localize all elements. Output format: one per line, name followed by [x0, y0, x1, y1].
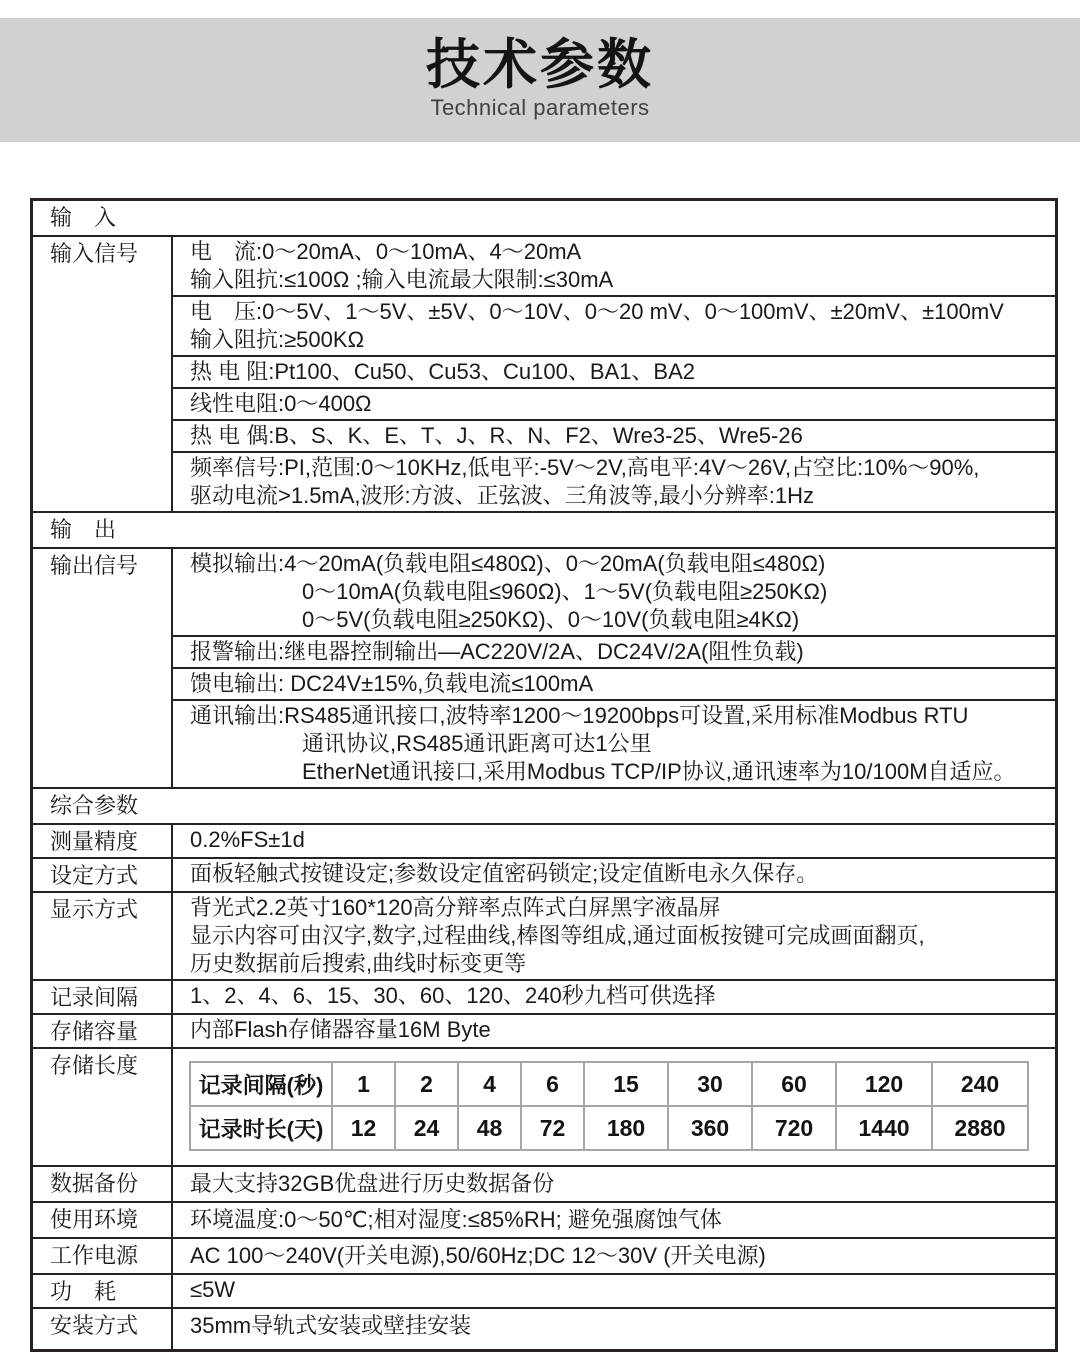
spec-line: 电 流:0～20mA、0～10mA、4～20mA [190, 239, 582, 264]
row-label-setting-method: 设定方式 [33, 859, 173, 891]
storage-cell: 4 [458, 1062, 521, 1106]
spec-line: 环境温度:0～50℃;相对湿度:≤85%RH; 避免强腐蚀气体 [190, 1207, 722, 1232]
row-output-signal [33, 547, 1055, 787]
spec-item-data-backup [173, 1167, 1055, 1201]
spec-item-alarm-output [173, 635, 1055, 667]
spec-item-feed-output [173, 667, 1055, 699]
spec-line: 模拟输出:4～20mA(负载电阻≤480Ω)、0～20mA(负载电阻≤480Ω) [190, 551, 826, 576]
spec-line: 驱动电流>1.5mA,波形:方波、正弦波、三角波等,最小分辨率:1Hz [190, 483, 815, 508]
storage-cell: 2880 [932, 1106, 1028, 1150]
row-setting-method [33, 857, 1055, 891]
spec-line: 输入阻抗:≥500KΩ [190, 327, 365, 352]
table-row-interval [190, 1062, 1028, 1106]
section-row-input [33, 201, 1055, 235]
spec-line: AC 100～240V(开关电源),50/60Hz;DC 12～30V (开关电源) [190, 1243, 766, 1268]
row-data-backup [33, 1165, 1055, 1201]
row-label-display-method: 显示方式 [33, 893, 173, 979]
spec-line: 电 压:0～5V、1～5V、±5V、0～10V、0～20 mV、0～100mV、±20mV、±100mV [190, 299, 1004, 324]
storage-cell: 1 [332, 1062, 395, 1106]
spec-item-accuracy [173, 825, 1055, 855]
storage-length-table [189, 1061, 1029, 1151]
spec-line: 馈电输出: DC24V±15%,负载电流≤100mA [190, 671, 594, 696]
spec-line: 最大支持32GB优盘进行历史数据备份 [190, 1171, 555, 1196]
spec-line: 线性电阻:0～400Ω [190, 391, 372, 416]
spec-line: 0～10mA(负载电阻≤960Ω)、1～5V(负载电阻≥250KΩ) [302, 579, 828, 604]
table-row-duration [190, 1106, 1028, 1150]
spec-item-voltage [173, 295, 1055, 355]
row-storage-length [33, 1047, 1055, 1165]
spec-item-storage-capacity [173, 1015, 1055, 1045]
row-input-signal [33, 235, 1055, 511]
section-label-output: 输 出 [50, 517, 117, 542]
row-accuracy [33, 823, 1055, 857]
section-label-general: 综合参数 [50, 793, 139, 818]
storage-cell: 30 [668, 1062, 752, 1106]
row-power-supply [33, 1237, 1055, 1273]
row-display-method [33, 891, 1055, 979]
row-environment [33, 1201, 1055, 1237]
spec-line: 通讯协议,RS485通讯距离可达1公里 [302, 731, 652, 756]
row-record-interval [33, 979, 1055, 1013]
spec-item-current [173, 237, 1055, 295]
storage-cell: 120 [836, 1062, 932, 1106]
spec-item-environment [173, 1203, 1055, 1237]
spec-item-linear-resistance [173, 387, 1055, 419]
spec-line: 显示内容可由汉字,数字,过程曲线,棒图等组成,通过面板按键可完成画面翻页, [190, 923, 925, 948]
spec-line: 报警输出:继电器控制输出—AC220V/2A、DC24V/2A(阻性负载) [190, 639, 804, 664]
header-band [0, 18, 1080, 142]
spec-line: 热 电 偶:B、S、K、E、T、J、R、N、F2、Wre3-25、Wre5-26 [190, 423, 803, 448]
row-label-installation: 安装方式 [33, 1309, 173, 1349]
row-label-power-consumption: 功 耗 [33, 1275, 173, 1307]
storage-cell: 2 [395, 1062, 458, 1106]
spec-line: 内部Flash存储器容量16M Byte [190, 1017, 491, 1042]
spec-line: 频率信号:PI,范围:0～10KHz,低电平:-5V～2V,高电平:4V～26V,占空比:10%～90%, [190, 455, 980, 480]
spec-item-rtd [173, 355, 1055, 387]
row-power-consumption [33, 1273, 1055, 1307]
input-signal-content [173, 237, 1055, 511]
storage-cell: 240 [932, 1062, 1028, 1106]
spec-line: 历史数据前后搜索,曲线时标变更等 [190, 951, 527, 976]
storage-cell: 24 [395, 1106, 458, 1150]
row-label-input-signal: 输入信号 [33, 237, 173, 511]
storage-row-header: 记录时长(天) [190, 1106, 332, 1150]
row-label-storage-capacity: 存储容量 [33, 1015, 173, 1047]
spec-item-record-interval [173, 981, 1055, 1011]
spec-line: 1、2、4、6、15、30、60、120、240秒九档可供选择 [190, 983, 716, 1008]
spec-item-frequency [173, 451, 1055, 511]
row-label-record-interval: 记录间隔 [33, 981, 173, 1013]
spec-line: 输入阻抗:≤100Ω ;输入电流最大限制:≤30mA [190, 267, 614, 292]
spec-line: 面板轻触式按键设定;参数设定值密码锁定;设定值断电永久保存。 [190, 861, 819, 886]
spec-item-thermocouple [173, 419, 1055, 451]
section-row-output [33, 511, 1055, 547]
storage-cell: 360 [668, 1106, 752, 1150]
spec-item-installation [173, 1309, 1055, 1349]
output-signal-content [173, 549, 1055, 787]
spec-line: 35mm导轨式安装或壁挂安装 [190, 1313, 472, 1338]
row-label-output-signal: 输出信号 [33, 549, 173, 787]
page-subtitle: Technical parameters [430, 95, 650, 120]
spec-line: 热 电 阻:Pt100、Cu50、Cu53、Cu100、BA1、BA2 [190, 359, 696, 384]
spec-item-analog-output [173, 549, 1055, 635]
row-storage-capacity [33, 1013, 1055, 1047]
row-label-environment: 使用环境 [33, 1203, 173, 1237]
storage-cell: 6 [521, 1062, 584, 1106]
spec-item-setting-method [173, 859, 1055, 889]
spec-line: 通讯输出:RS485通讯接口,波特率1200～19200bps可设置,采用标准Modbus RTU [190, 703, 969, 728]
spec-line: 0.2%FS±1d [190, 827, 305, 852]
row-installation [33, 1307, 1055, 1349]
storage-cell: 72 [521, 1106, 584, 1150]
row-label-data-backup: 数据备份 [33, 1167, 173, 1201]
storage-cell: 12 [332, 1106, 395, 1150]
storage-cell: 180 [584, 1106, 668, 1150]
storage-cell: 720 [752, 1106, 836, 1150]
storage-cell: 48 [458, 1106, 521, 1150]
storage-cell: 15 [584, 1062, 668, 1106]
storage-row-header: 记录间隔(秒) [190, 1062, 332, 1106]
row-label-power-supply: 工作电源 [33, 1239, 173, 1273]
spec-line: 0～5V(负载电阻≥250KΩ)、0～10V(负载电阻≥4KΩ) [302, 607, 800, 632]
spec-item-display-method [173, 893, 1055, 979]
row-label-storage-length: 存储长度 [33, 1049, 173, 1165]
spec-item-power-supply [173, 1239, 1055, 1273]
row-label-accuracy: 测量精度 [33, 825, 173, 857]
storage-cell: 1440 [836, 1106, 932, 1150]
spec-line: EtherNet通讯接口,采用Modbus TCP/IP协议,通讯速率为10/100M自适应。 [302, 759, 1016, 784]
spec-line: ≤5W [190, 1277, 236, 1302]
spec-item-power-consumption [173, 1275, 1055, 1305]
storage-cell: 60 [752, 1062, 836, 1106]
spec-item-comm-output [173, 699, 1055, 787]
spec-table [30, 198, 1058, 1352]
page-title: 技术参数 [426, 35, 654, 95]
spec-line: 背光式2.2英寸160*120高分辩率点阵式白屏黑字液晶屏 [190, 895, 721, 920]
section-row-general [33, 787, 1055, 823]
section-label-input: 输 入 [50, 205, 117, 230]
